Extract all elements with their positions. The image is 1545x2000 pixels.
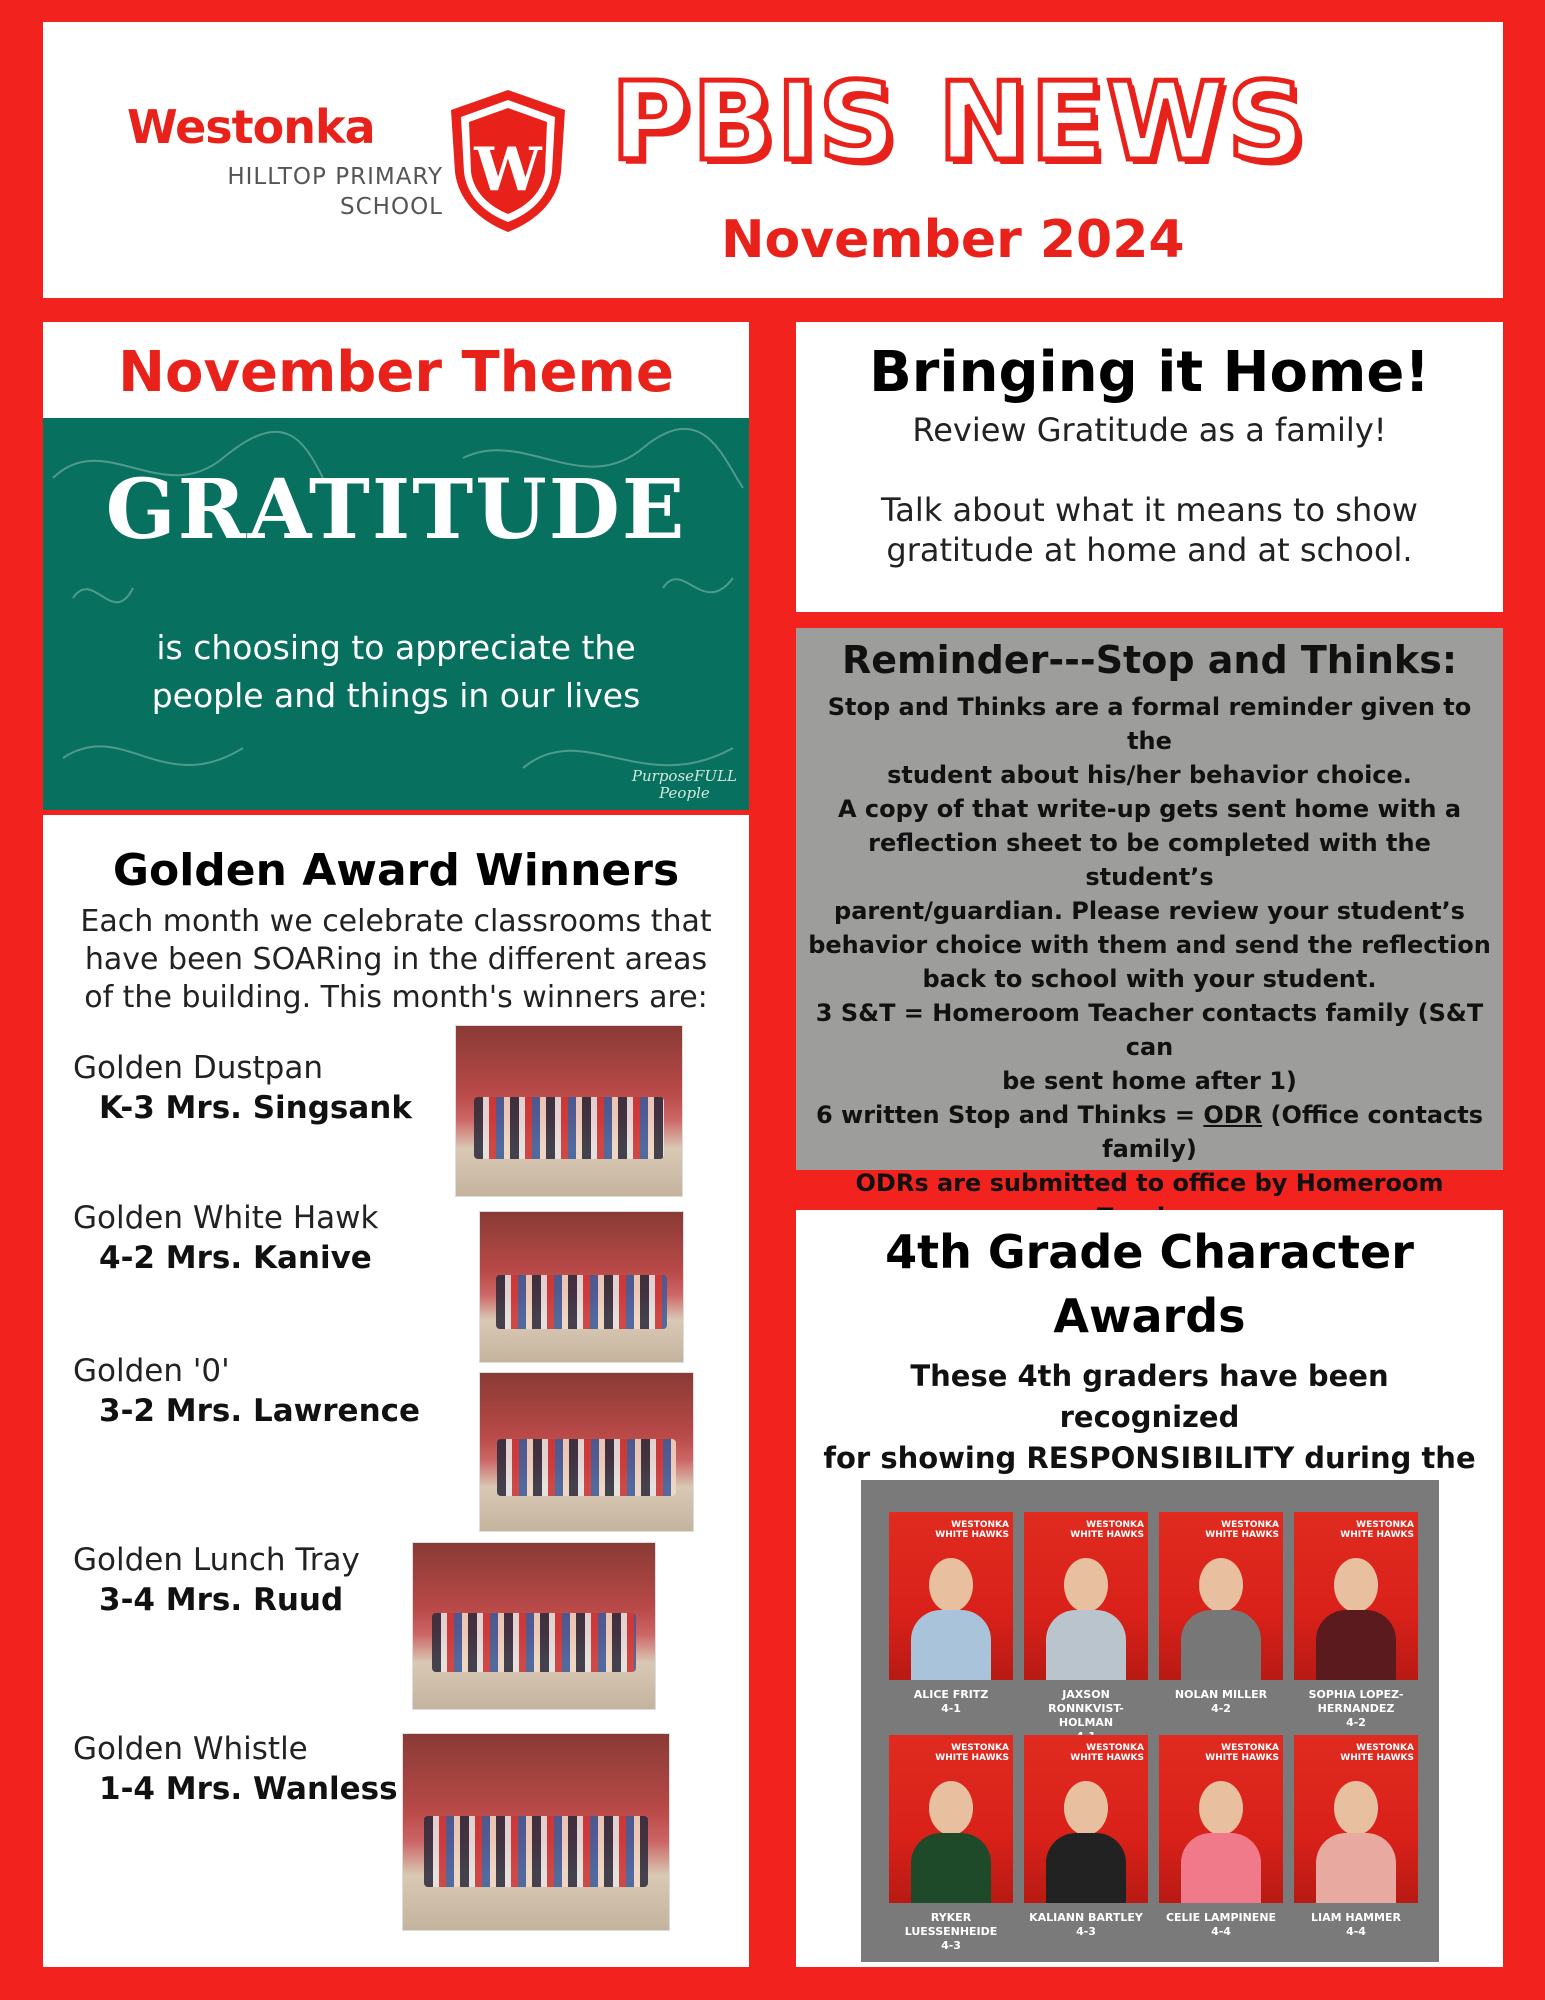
student-photo: WESTONKA WHITE HAWKS <box>889 1735 1013 1903</box>
student-card <box>1294 1735 1424 1939</box>
newsletter-title: PBIS NEWS <box>611 60 1308 185</box>
student-photo: WESTONKA WHITE HAWKS <box>1159 1512 1283 1680</box>
student-photo: WESTONKA WHITE HAWKS <box>1159 1735 1283 1903</box>
award-item <box>73 1542 360 1618</box>
award-class: 3-4 Mrs. Ruud <box>99 1582 344 1618</box>
award-class: K-3 Mrs. Singsank <box>99 1090 412 1126</box>
student-photo: WESTONKA WHITE HAWKS <box>889 1512 1013 1680</box>
student-name: SOPHIA LOPEZ-HERNANDEZ 4-2 <box>1308 1688 1404 1729</box>
reminder-paragraph: Stop and Thinks are a formal reminder given to the student about his/her behavior choice. <box>827 693 1472 789</box>
reminder-paragraph: A copy of that write-up gets sent home with a reflection sheet to be completed with the student’s parent/guardian. Please review your student’s behavior choice with them and send the reflection back to school with your student. <box>808 795 1491 993</box>
student-card <box>889 1512 1019 1716</box>
student-photo-grid <box>861 1480 1439 1962</box>
home-line: Talk about what it means to show <box>881 491 1418 529</box>
award-item <box>73 1731 398 1807</box>
fourth-grade-awards-panel <box>796 1210 1503 1967</box>
issue-date: November 2024 <box>721 210 1185 270</box>
student-name: RYKER LUESSENHEIDE 4-3 <box>904 1911 998 1952</box>
odr-term: ODR <box>1203 1101 1263 1129</box>
golden-award-panel <box>43 815 749 1967</box>
purposefull-people-logo: PurposeFULL People <box>631 767 737 802</box>
class-photo <box>412 1542 656 1710</box>
class-photo <box>455 1025 683 1197</box>
student-card <box>1159 1735 1289 1939</box>
shield-logo-icon <box>445 86 571 236</box>
student-name: LIAM HAMMER 4-4 <box>1311 1911 1401 1938</box>
newsletter-header <box>43 22 1503 298</box>
award-class: 1-4 Mrs. Wanless <box>99 1771 398 1807</box>
student-name: KALIANN BARTLEY 4-3 <box>1029 1911 1143 1938</box>
school-subtitle: HILLTOP PRIMARY SCHOOL <box>227 164 443 220</box>
class-photo <box>479 1211 684 1363</box>
home-line: Review Gratitude as a family! <box>912 411 1387 449</box>
award-item <box>73 1353 420 1429</box>
theme-title: November Theme <box>118 340 674 405</box>
student-card <box>1024 1512 1154 1744</box>
student-photo: WESTONKA WHITE HAWKS <box>1294 1735 1418 1903</box>
award-class: 4-2 Mrs. Kanive <box>99 1240 372 1276</box>
student-photo: WESTONKA WHITE HAWKS <box>1294 1512 1418 1680</box>
bringing-it-home-panel <box>796 322 1503 612</box>
student-card <box>889 1735 1019 1953</box>
student-name: NOLAN MILLER 4-2 <box>1174 1688 1268 1715</box>
award-item <box>73 1050 412 1126</box>
home-title: Bringing it Home! <box>869 340 1430 405</box>
student-photo: WESTONKA WHITE HAWKS <box>1024 1735 1148 1903</box>
stop-and-thinks-panel <box>796 628 1503 1197</box>
student-name: CELIE LAMPINENE 4-4 <box>1165 1911 1277 1938</box>
reminder-paragraph: 3 S&T = Homeroom Teacher contacts family (S&T can be sent home after 1) 6 written Stop and Thinks = ODR (Office contacts family) ODRs are submitted to office by Homeroom <box>815 999 1484 1197</box>
award-name: Golden Whistle <box>73 1731 308 1767</box>
student-name: ALICE FRITZ 4-1 <box>913 1688 989 1715</box>
golden-award-intro: Each month we celebrate classrooms that have been SOARing in the different areas of the building. This month's winners are: <box>80 904 712 1015</box>
award-name: Golden Dustpan <box>73 1050 323 1086</box>
award-name: Golden White Hawk <box>73 1200 379 1236</box>
gratitude-card <box>43 418 749 810</box>
award-name: Golden '0' <box>73 1353 230 1389</box>
class-photo <box>402 1733 670 1931</box>
student-name: JAXSON RONNKVIST-HOLMAN <box>1048 1688 1124 1729</box>
class-photo <box>479 1372 694 1532</box>
student-photo: WESTONKA WHITE HAWKS <box>1024 1512 1148 1680</box>
award-name: Golden Lunch Tray <box>73 1542 360 1578</box>
award-class: 3-2 Mrs. Lawrence <box>99 1393 421 1429</box>
reminder-title: Reminder---Stop and Thinks: <box>841 638 1458 682</box>
school-name: Westonka <box>127 100 375 154</box>
student-card <box>1294 1512 1424 1730</box>
gratitude-word: GRATITUDE <box>105 462 687 558</box>
fourth-grade-title: 4th Grade Character Awards <box>885 1225 1414 1343</box>
award-item <box>73 1200 378 1276</box>
gratitude-definition: is choosing to appreciate the people and things in our lives <box>151 628 641 715</box>
student-card <box>1159 1512 1289 1716</box>
fourth-grade-description: These 4th graders have been recognized for showing RESPONSIBILITY during the <box>823 1359 1476 1475</box>
home-line: gratitude at home and at school. <box>886 531 1413 569</box>
student-card <box>1024 1735 1154 1939</box>
golden-award-title: Golden Award Winners <box>112 845 680 896</box>
november-theme-panel <box>43 322 749 810</box>
svg-text:W: W <box>474 135 542 205</box>
